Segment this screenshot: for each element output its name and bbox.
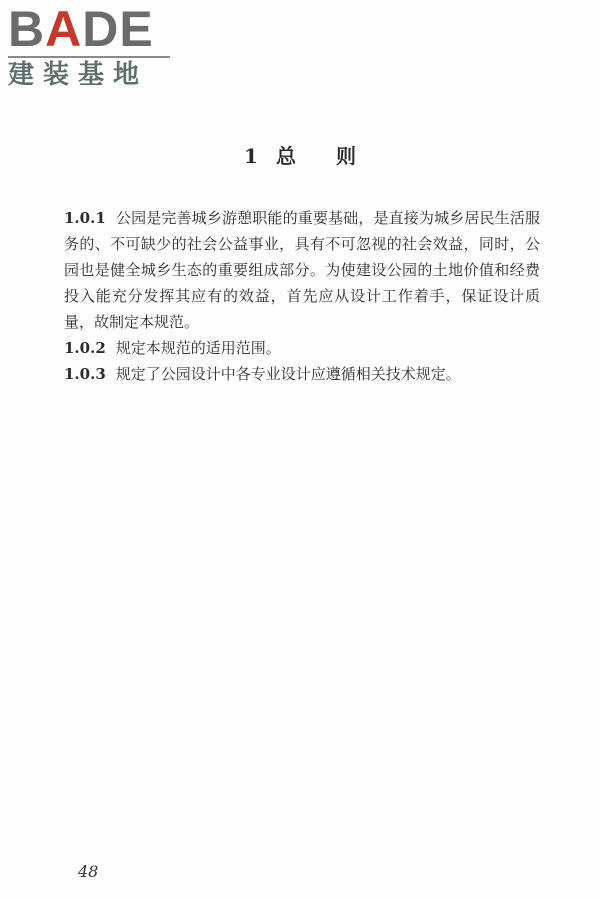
chapter-title xyxy=(0,140,600,169)
logo-letter-a: A xyxy=(45,1,83,57)
chapter-body xyxy=(64,205,540,387)
clause-number: 1.0.3 xyxy=(64,365,106,383)
clause-1-0-2 xyxy=(64,335,540,361)
logo-letter-de: DE xyxy=(82,1,154,57)
clause-number: 1.0.1 xyxy=(64,209,106,227)
logo-wordmark xyxy=(8,1,178,57)
clause-number: 1.0.2 xyxy=(64,339,106,357)
clause-text: 规定了公园设计中各专业设计应遵循相关技术规定。 xyxy=(115,365,461,383)
clause-text: 规定本规范的适用范围。 xyxy=(115,339,281,357)
chapter-title-part2: 则 xyxy=(335,144,356,168)
bade-logo xyxy=(8,1,178,90)
clause-1-0-3 xyxy=(64,361,540,387)
clause-1-0-1 xyxy=(64,205,540,335)
page-number: 48 xyxy=(78,862,99,881)
chapter-title-part1: 总 xyxy=(275,144,296,168)
clause-text: 公园是完善城乡游憩职能的重要基础，是直接为城乡居民生活服务的、不可缺少的社会公益事业，具有不可忽视的社会效益，同时，公园也是健全城乡生态的重要组成部分。为使建设公园的土地价值和经费投入能充分发挥其应有的效益，首先应从设计工作着手，保证设计质量，故制定本规范。 xyxy=(64,209,540,331)
logo-letter-b: B xyxy=(8,1,46,57)
chapter-number: 1 xyxy=(244,144,258,168)
logo-subtitle: 建装基地 xyxy=(8,60,149,90)
